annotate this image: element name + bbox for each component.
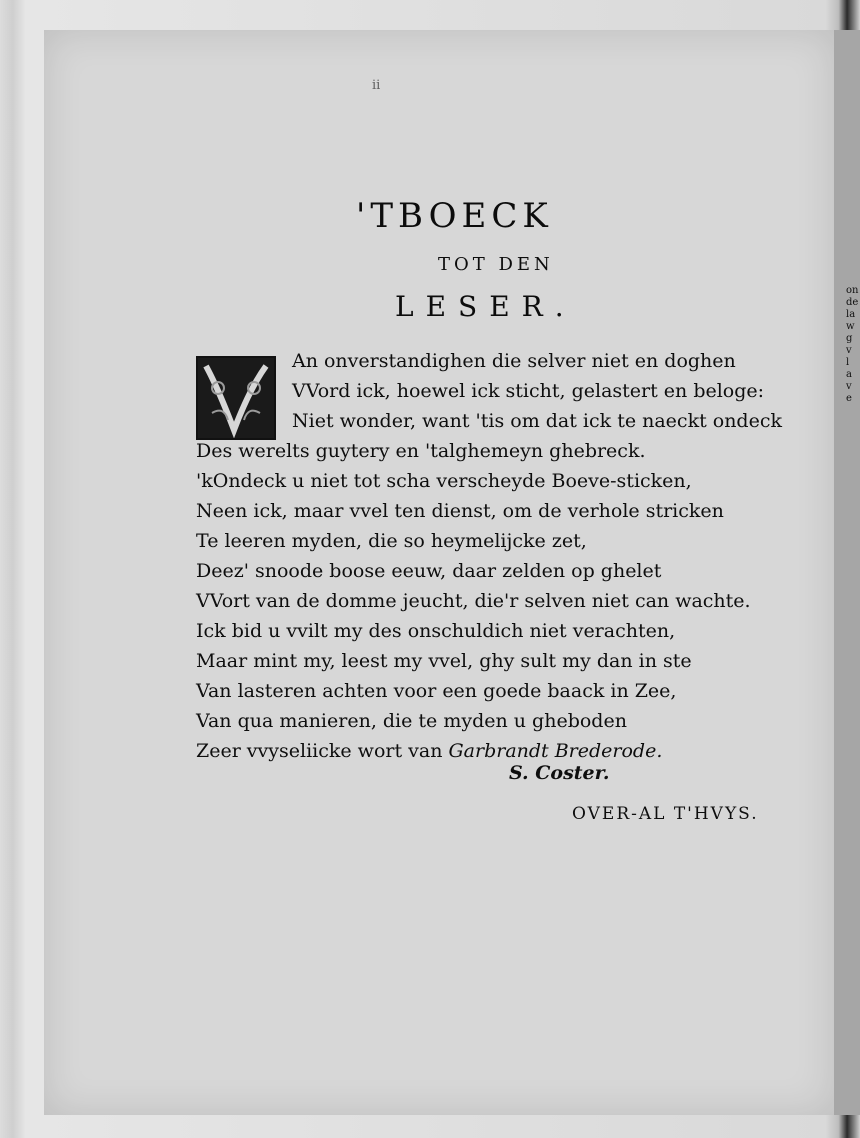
motto: OVER-AL T'HVYS.	[572, 804, 759, 824]
poem-line: Neen ick, maar vvel ten dienst, om de verhole stricken	[196, 500, 724, 522]
poem-line-text: Zeer vvyseliicke wort van	[196, 740, 443, 762]
poem-line: Niet wonder, want 'tis om dat ick te naeckt ondeck	[292, 410, 782, 432]
poem-line: Van qua manieren, die te myden u gheboden	[196, 710, 627, 732]
poem-line: Te leeren myden, die so heymelijcke zet,	[196, 530, 587, 552]
poem-line: Ick bid u vvilt my des onschuldich niet verachten,	[196, 620, 676, 642]
poem-line: 'kOndeck u niet tot scha verscheyde Boeve-sticken,	[196, 470, 692, 492]
page-title: 'TBOECK	[356, 196, 553, 236]
next-page-edge	[834, 30, 860, 1115]
poem-line: Maar mint my, leest my vvel, ghy sult my dan in ste	[196, 650, 692, 672]
poem-line: Van lasteren achten voor een goede baack in Zee,	[196, 680, 677, 702]
poem-line: VVord ick, hoewel ick sticht, gelastert en beloge:	[292, 380, 765, 402]
next-page-edge-text: on de la w g v l a v e	[846, 285, 859, 404]
poem-line: Deez' snoode boose eeuw, daar zelden op ghelet	[196, 560, 662, 582]
signature: S. Coster.	[509, 762, 610, 784]
poem-line: VVort van de domme jeucht, die'r selven niet can wachte.	[196, 590, 751, 612]
author-name: Garbrandt Brederode.	[448, 740, 663, 762]
page-mark: ii	[372, 78, 381, 93]
poem	[196, 346, 816, 766]
page-subtitle-2: LESER.	[395, 290, 576, 323]
poem-line: An onverstandighen die selver niet en doghen	[292, 350, 736, 372]
poem-line-last	[196, 736, 816, 766]
page-subtitle: TOT DEN	[438, 254, 554, 275]
poem-line: Des werelts guytery en 'talghemeyn ghebreck.	[196, 440, 646, 462]
